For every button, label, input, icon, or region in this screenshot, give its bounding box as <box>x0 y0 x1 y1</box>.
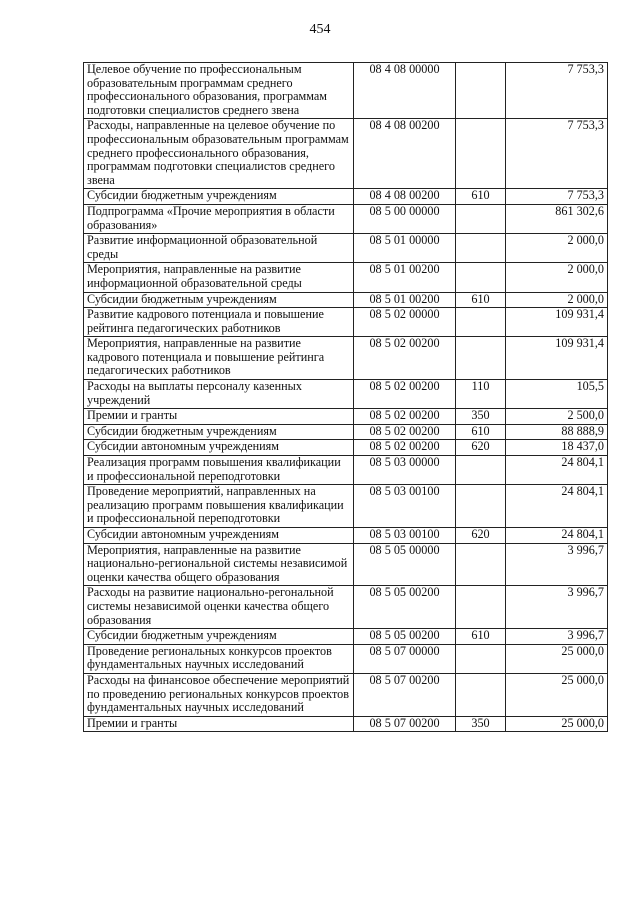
table-row <box>84 308 608 337</box>
row-name-cell: Расходы на выплаты персоналу казенных учреждений <box>84 380 354 409</box>
row-expense-type-cell <box>456 204 506 233</box>
budget-table-body <box>84 63 608 732</box>
row-name-cell: Субсидии бюджетным учреждениям <box>84 629 354 645</box>
row-expense-type-cell <box>456 543 506 586</box>
row-expense-type-cell <box>456 644 506 673</box>
row-code-cell: 08 5 00 00000 <box>354 204 456 233</box>
table-row <box>84 263 608 292</box>
row-code-cell: 08 5 05 00200 <box>354 586 456 629</box>
table-row <box>84 673 608 716</box>
row-name-cell: Премии и гранты <box>84 716 354 732</box>
row-name-cell: Развитие кадрового потенциала и повышение рейтинга педагогических работников <box>84 308 354 337</box>
row-code-cell: 08 4 08 00200 <box>354 119 456 189</box>
row-sum-cell: 2 000,0 <box>506 234 608 263</box>
row-code-cell: 08 5 01 00200 <box>354 292 456 308</box>
row-sum-cell: 24 804,1 <box>506 485 608 528</box>
row-sum-cell: 25 000,0 <box>506 673 608 716</box>
row-expense-type-cell: 610 <box>456 292 506 308</box>
row-sum-cell: 2 500,0 <box>506 409 608 425</box>
table-row <box>84 644 608 673</box>
table-row <box>84 528 608 544</box>
row-code-cell: 08 5 07 00200 <box>354 673 456 716</box>
row-name-cell: Расходы на финансовое обеспечение мероприятий по проведению региональных конкурсов проектов фундаментальных научных исследований <box>84 673 354 716</box>
table-row <box>84 292 608 308</box>
row-expense-type-cell <box>456 308 506 337</box>
row-expense-type-cell: 610 <box>456 424 506 440</box>
row-expense-type-cell: 610 <box>456 629 506 645</box>
row-sum-cell: 25 000,0 <box>506 644 608 673</box>
row-sum-cell: 7 753,3 <box>506 119 608 189</box>
row-name-cell: Субсидии автономным учреждениям <box>84 528 354 544</box>
row-expense-type-cell <box>456 673 506 716</box>
row-name-cell: Целевое обучение по профессиональным образовательным программам среднего профессионального образования, программам подготовки специалистов среднего звена <box>84 63 354 119</box>
row-expense-type-cell <box>456 119 506 189</box>
row-expense-type-cell <box>456 337 506 380</box>
row-name-cell: Проведение мероприятий, направленных на реализацию программ повышения квалификации и профессиональной переподготовки <box>84 485 354 528</box>
row-expense-type-cell: 350 <box>456 409 506 425</box>
row-expense-type-cell <box>456 263 506 292</box>
row-code-cell: 08 5 01 00000 <box>354 234 456 263</box>
row-name-cell: Субсидии бюджетным учреждениям <box>84 424 354 440</box>
table-row <box>84 204 608 233</box>
row-expense-type-cell: 620 <box>456 528 506 544</box>
row-code-cell: 08 4 08 00200 <box>354 189 456 205</box>
row-sum-cell: 861 302,6 <box>506 204 608 233</box>
row-code-cell: 08 5 01 00200 <box>354 263 456 292</box>
row-code-cell: 08 5 02 00200 <box>354 409 456 425</box>
row-sum-cell: 3 996,7 <box>506 629 608 645</box>
page-number: 454 <box>309 22 331 37</box>
row-code-cell: 08 5 07 00200 <box>354 716 456 732</box>
table-row <box>84 189 608 205</box>
row-name-cell: Подпрограмма «Прочие мероприятия в области образования» <box>84 204 354 233</box>
row-sum-cell: 25 000,0 <box>506 716 608 732</box>
row-sum-cell: 105,5 <box>506 380 608 409</box>
table-row <box>84 485 608 528</box>
table-row <box>84 337 608 380</box>
table-row <box>84 629 608 645</box>
row-sum-cell: 2 000,0 <box>506 292 608 308</box>
row-name-cell: Субсидии бюджетным учреждениям <box>84 292 354 308</box>
table-row <box>84 119 608 189</box>
row-expense-type-cell <box>456 63 506 119</box>
row-name-cell: Мероприятия, направленные на развитие национально-региональной системы независимой оценки качества общего образования <box>84 543 354 586</box>
row-expense-type-cell <box>456 456 506 485</box>
row-sum-cell: 109 931,4 <box>506 337 608 380</box>
row-code-cell: 08 5 03 00100 <box>354 485 456 528</box>
row-name-cell: Расходы, направленные на целевое обучение по профессиональным образовательным программам среднего профессионального образования, программам подготовки специалистов среднего звена <box>84 119 354 189</box>
row-sum-cell: 2 000,0 <box>506 263 608 292</box>
row-sum-cell: 24 804,1 <box>506 456 608 485</box>
table-row <box>84 440 608 456</box>
budget-table <box>83 62 608 732</box>
row-code-cell: 08 5 07 00000 <box>354 644 456 673</box>
row-sum-cell: 18 437,0 <box>506 440 608 456</box>
row-name-cell: Субсидии автономным учреждениям <box>84 440 354 456</box>
row-expense-type-cell: 110 <box>456 380 506 409</box>
table-row <box>84 234 608 263</box>
row-expense-type-cell: 620 <box>456 440 506 456</box>
table-row <box>84 716 608 732</box>
row-code-cell: 08 5 02 00200 <box>354 424 456 440</box>
row-code-cell: 08 5 02 00200 <box>354 337 456 380</box>
table-row <box>84 380 608 409</box>
row-sum-cell: 7 753,3 <box>506 63 608 119</box>
row-name-cell: Субсидии бюджетным учреждениям <box>84 189 354 205</box>
row-sum-cell: 88 888,9 <box>506 424 608 440</box>
row-code-cell: 08 5 03 00000 <box>354 456 456 485</box>
row-name-cell: Мероприятия, направленные на развитие кадрового потенциала и повышение рейтинга педагогических работников <box>84 337 354 380</box>
row-code-cell: 08 5 02 00200 <box>354 440 456 456</box>
row-expense-type-cell <box>456 485 506 528</box>
row-sum-cell: 109 931,4 <box>506 308 608 337</box>
row-code-cell: 08 5 02 00200 <box>354 380 456 409</box>
row-name-cell: Мероприятия, направленные на развитие информационной образовательной среды <box>84 263 354 292</box>
table-row <box>84 456 608 485</box>
row-expense-type-cell: 610 <box>456 189 506 205</box>
row-code-cell: 08 5 05 00200 <box>354 629 456 645</box>
row-sum-cell: 24 804,1 <box>506 528 608 544</box>
row-name-cell: Расходы на развитие национально-регональной системы независимой оценки качества общего образования <box>84 586 354 629</box>
row-code-cell: 08 5 05 00000 <box>354 543 456 586</box>
row-code-cell: 08 4 08 00000 <box>354 63 456 119</box>
row-name-cell: Премии и гранты <box>84 409 354 425</box>
row-code-cell: 08 5 02 00000 <box>354 308 456 337</box>
table-row <box>84 586 608 629</box>
row-expense-type-cell <box>456 234 506 263</box>
row-expense-type-cell: 350 <box>456 716 506 732</box>
row-code-cell: 08 5 03 00100 <box>354 528 456 544</box>
table-row <box>84 63 608 119</box>
row-name-cell: Развитие информационной образовательной среды <box>84 234 354 263</box>
row-sum-cell: 7 753,3 <box>506 189 608 205</box>
row-sum-cell: 3 996,7 <box>506 586 608 629</box>
row-name-cell: Проведение региональных конкурсов проектов фундаментальных научных исследований <box>84 644 354 673</box>
row-expense-type-cell <box>456 586 506 629</box>
table-row <box>84 409 608 425</box>
row-sum-cell: 3 996,7 <box>506 543 608 586</box>
row-name-cell: Реализация программ повышения квалификации и профессиональной переподготовки <box>84 456 354 485</box>
table-row <box>84 424 608 440</box>
table-row <box>84 543 608 586</box>
